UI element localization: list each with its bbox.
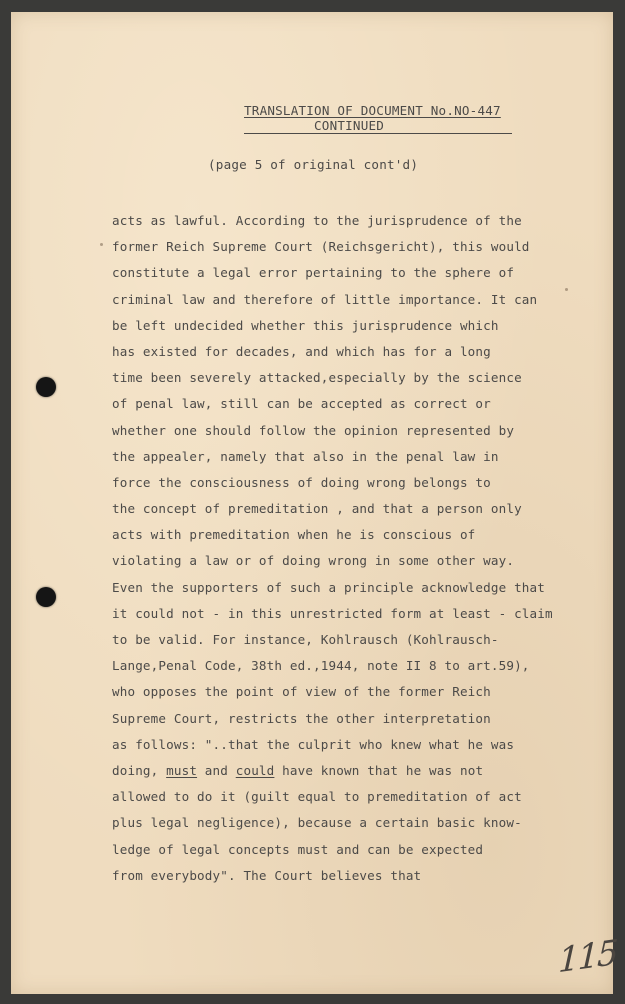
body-line: as follows: "..that the culprit who knew what he was xyxy=(112,736,515,752)
body-line: the appealer, namely that also in the penal law in xyxy=(112,448,499,464)
line-segment: and xyxy=(197,762,236,778)
body-line: allowed to do it (guilt equal to premeditation of act xyxy=(112,789,522,805)
body-line: Lange,Penal Code, 38th ed.,1944, note II 8 to art.59), xyxy=(112,658,530,674)
body-line: Supreme Court, restricts the other interpretation xyxy=(112,710,491,726)
body-line: constitute a legal error pertaining to the sphere of xyxy=(112,265,515,281)
body-line: criminal law and therefore of little importance. It can xyxy=(112,291,538,307)
body-line: Even the supporters of such a principle acknowledge that xyxy=(112,579,545,595)
body-line: whether one should follow the opinion represented by xyxy=(112,422,515,438)
document-page xyxy=(11,12,618,994)
body-line: plus legal negligence), because a certain basic know- xyxy=(112,815,522,831)
body-text xyxy=(112,208,582,889)
body-line: has existed for decades, and which has for a long xyxy=(112,343,491,359)
line-segment: have known that he was not xyxy=(274,762,484,778)
body-line: time been severely attacked,especially by the science xyxy=(112,370,522,386)
punch-hole xyxy=(36,587,56,607)
body-line: force the consciousness of doing wrong belongs to xyxy=(112,474,491,490)
paper-speck xyxy=(100,243,103,246)
body-line: former Reich Supreme Court (Reichsgericht), this would xyxy=(112,239,530,255)
line-segment: doing, xyxy=(112,762,167,778)
handwritten-page-number: 115 xyxy=(557,932,618,982)
punch-hole xyxy=(36,377,56,397)
body-line: ledge of legal concepts must and can be expected xyxy=(112,841,484,857)
body-line: acts with premeditation when he is conscious of xyxy=(112,527,476,543)
body-line: the concept of premeditation , and that a person only xyxy=(112,501,522,517)
body-line: from everybody". The Court believes that xyxy=(112,867,422,883)
body-line: acts as lawful. According to the jurisprudence of the xyxy=(112,213,522,228)
body-line: to be valid. For instance, Kohlrausch (Kohlrausch- xyxy=(112,632,499,647)
page-note: (page 5 of original cont'd) xyxy=(208,157,419,172)
underlined-word-could: could xyxy=(235,762,275,778)
document-title: TRANSLATION OF DOCUMENT No.NO-447 xyxy=(244,103,501,118)
body-line: violating a law or of doing wrong in some other way. xyxy=(112,553,515,569)
body-line: be left undecided whether this jurisprudence which xyxy=(112,317,499,333)
title-underline xyxy=(244,133,512,134)
body-line-emphasis xyxy=(112,758,582,784)
document-subtitle: CONTINUED xyxy=(314,118,385,133)
body-line: of penal law, still can be accepted as correct or xyxy=(112,396,491,412)
body-line: it could not - in this unrestricted form at least - claim xyxy=(112,605,553,621)
body-line: who opposes the point of view of the former Reich xyxy=(112,684,491,700)
paper-speck xyxy=(565,288,568,291)
underlined-word-must: must xyxy=(166,762,198,778)
